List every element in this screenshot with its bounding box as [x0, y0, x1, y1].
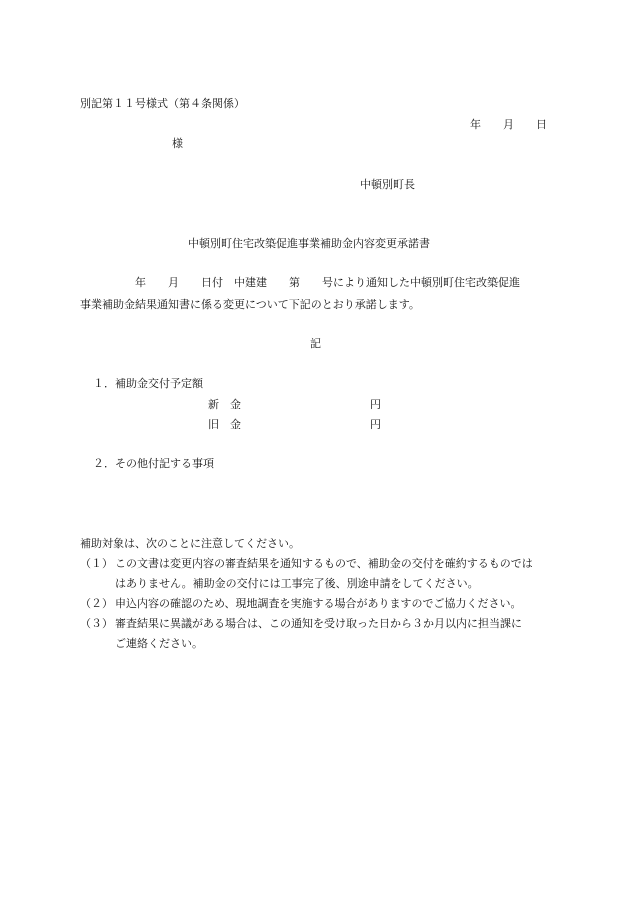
new-amount-label: 新 金: [208, 398, 241, 411]
note-2-line-1: 申込内容の確認のため、現地調査を実施する場合がありますのでご協力ください。: [115, 597, 522, 610]
date-line: 年 月 日: [470, 118, 547, 131]
note-2-marker: （２）: [80, 597, 113, 610]
ki-heading: 記: [310, 337, 321, 350]
document-title: 中頓別町住宅改築促進事業補助金内容変更承諾書: [188, 237, 430, 250]
note-1-line-1: この文書は変更内容の審査結果を通知するもので、補助金の交付を確約するものでは: [115, 557, 533, 570]
body-line-1: 年 月 日付 中建建 第 号により通知した中頓別町住宅改築促進: [80, 276, 520, 289]
form-number-label: 別記第１１号様式（第４条関係）: [80, 97, 245, 110]
note-3-line-1: 審査結果に異議がある場合は、この通知を受け取った日から３か月以内に担当課に: [115, 617, 522, 630]
old-amount-unit: 円: [370, 418, 381, 431]
body-line-2: 事業補助金結果通知書に係る変更について下記のとおり承諾します。: [80, 298, 420, 311]
old-amount-label: 旧 金: [208, 418, 241, 431]
note-3-marker: （３）: [80, 617, 113, 630]
note-1-marker: （１）: [80, 557, 113, 570]
section-1-heading: １．補助金交付予定額: [93, 377, 203, 390]
note-1-line-2: はありません。補助金の交付には工事完了後、別途申請をしてください。: [115, 577, 479, 590]
new-amount-unit: 円: [370, 398, 381, 411]
note-3-line-2: ご連絡ください。: [115, 637, 203, 650]
addressee-suffix: 様: [172, 137, 183, 150]
notes-intro: 補助対象は、次のことに注意してください。: [80, 537, 300, 550]
section-2-heading: ２．その他付記する事項: [93, 457, 214, 470]
sender-name: 中頓別町長: [360, 178, 415, 191]
